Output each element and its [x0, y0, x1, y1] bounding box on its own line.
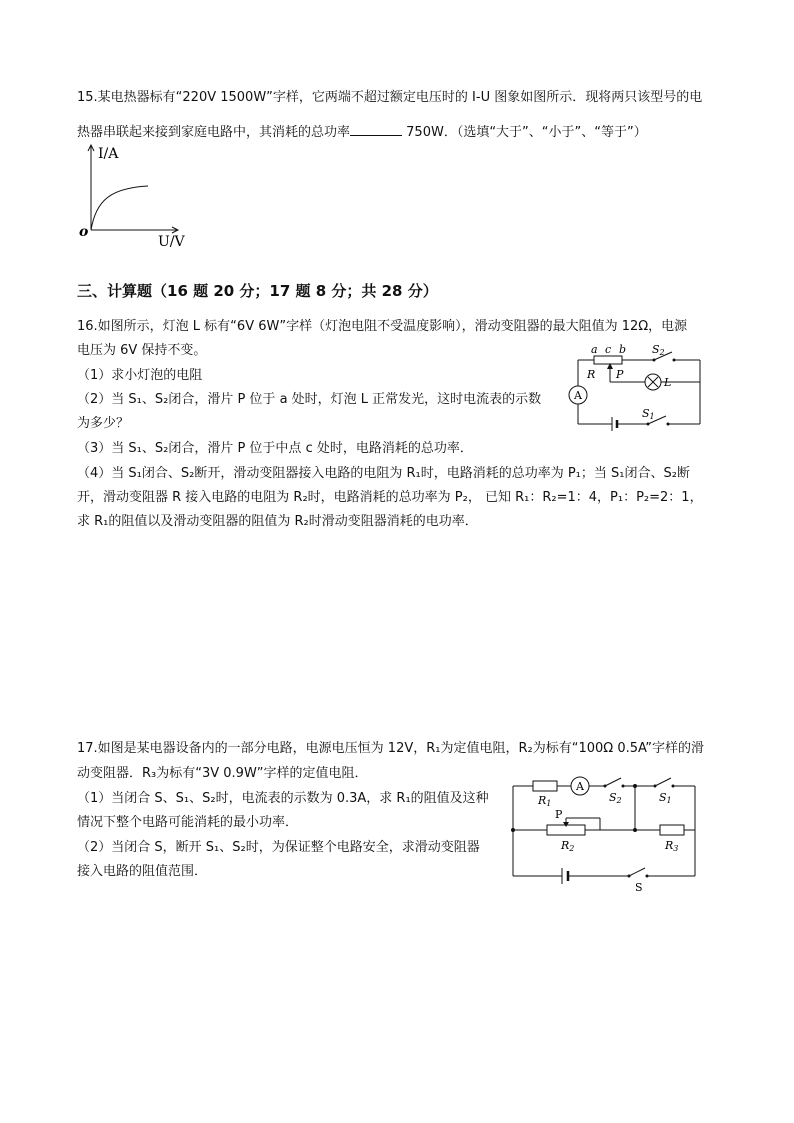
q16-label-S2 [652, 343, 665, 357]
q16-label-a: a [591, 343, 598, 356]
q17-S1-sub: 1 [666, 796, 672, 805]
q17-label-R1 [537, 794, 551, 808]
q17-part2a: （2）当闭合 S，断开 S₁、S₂时，为保证整个电路安全，求滑动变阻器 [77, 840, 480, 855]
q16-circuit [560, 340, 710, 440]
q17-part1a: （1）当闭合 S、S₁、S₂时，电流表的示数为 0.3A，求 R₁的阻值及这种 [77, 791, 489, 806]
q16-part1: （1）求小灯泡的电阻 [77, 368, 203, 383]
q16-S1-letter: S [642, 407, 650, 420]
q15-line2-b: 750W．（选填“大于”、“小于”、“等于”） [402, 125, 647, 140]
q16-label-S1 [642, 407, 655, 421]
q16-line2: 电压为 6V 保持不变。 [77, 343, 207, 358]
q17-part1b: 情况下整个电路可能消耗的最小功率． [77, 815, 299, 830]
q17-line2: 动变阻器．R₃为标有“3V 0.9W”字样的定值电阻． [77, 766, 368, 781]
q17-label-P: P [555, 808, 563, 821]
q16-label-L: L [664, 376, 672, 389]
q16-S2-sub: 2 [659, 348, 665, 357]
q16-S2-letter: S [652, 343, 660, 356]
q17-part2b: 接入电路的阻值范围． [77, 864, 208, 879]
q15-answer-blank [350, 121, 402, 136]
q16-part4b: 开，滑动变阻器 R 接入电路的电阻为 R₂时，电路消耗的总功率为 P₂， 已知 R₁：R₂=1：4，P₁：P₂=2：1， [77, 490, 703, 505]
q17-R1-letter: R [538, 794, 547, 807]
q17-S1-letter: S [659, 791, 667, 804]
q17-line1: 17.如图是某电器设备内的一部分电路，电源电压恒为 12V，R₁为定值电阻，R₂为标有“100Ω 0.5A”字样的滑 [77, 741, 705, 756]
q16-S1-sub: 1 [649, 412, 655, 421]
q16-label-R: R [587, 368, 596, 381]
q17-S2-sub: 2 [616, 796, 622, 805]
q17-R3-sub: 3 [673, 844, 679, 853]
graph-x-label: U/V [158, 234, 185, 250]
q16-part4c: 求 R₁的阻值以及滑动变阻器的阻值为 R₂时滑动变阻器消耗的电功率． [77, 514, 478, 529]
q16-label-c: c [605, 343, 612, 356]
q17-R1-sub: 1 [546, 799, 552, 808]
iu-graph [76, 140, 196, 250]
section-title: 三、计算题（16 题 20 分；17 题 8 分；共 28 分） [77, 282, 438, 300]
q16-label-P: P [616, 368, 624, 381]
q17-S2-letter: S [609, 791, 617, 804]
q16-label-b: b [619, 343, 627, 356]
q17-label-R3 [664, 839, 678, 853]
q17-R2-letter: R [561, 839, 570, 852]
q17-R2-sub: 2 [569, 844, 575, 853]
q16-part2b: 为多少？ [77, 416, 130, 431]
q16-line1: 16.如图所示，灯泡 L 标有“6V 6W”字样（灯泡电阻不受温度影响），滑动变阻器的最大阻值为 12Ω，电源 [77, 319, 688, 334]
q17-label-R2 [560, 839, 574, 853]
q16-part3: （3）当 S₁、S₂闭合，滑片 P 位于中点 c 处时，电路消耗的总功率． [77, 441, 473, 456]
q17-circuit [505, 770, 705, 895]
q16-part4a: （4）当 S₁闭合、S₂断开，滑动变阻器接入电路的电阻为 R₁时，电路消耗的总功率为 P₁；当 S₁闭合、S₂断 [77, 466, 690, 481]
q17-label-S2 [609, 791, 622, 805]
q17-label-S: S [635, 881, 643, 894]
graph-y-label: I/A [98, 146, 119, 162]
graph-origin: o [79, 224, 89, 240]
q15-line2-a: 热器串联起来接到家庭电路中，其消耗的总功率 [77, 125, 351, 140]
q16-part2a: （2）当 S₁、S₂闭合，滑片 P 位于 a 处时，灯泡 L 正常发光，这时电流表的示数 [77, 392, 542, 407]
q15-line1: 15.某电热器标有“220V 1500W”字样，它两端不超过额定电压时的 I-U 图象如图所示．现将两只该型号的电 [77, 90, 703, 105]
q17-label-S1 [659, 791, 672, 805]
q17-ammeter-label: A [576, 780, 584, 793]
q16-ammeter-label: A [574, 389, 582, 402]
q17-R3-letter: R [665, 839, 674, 852]
